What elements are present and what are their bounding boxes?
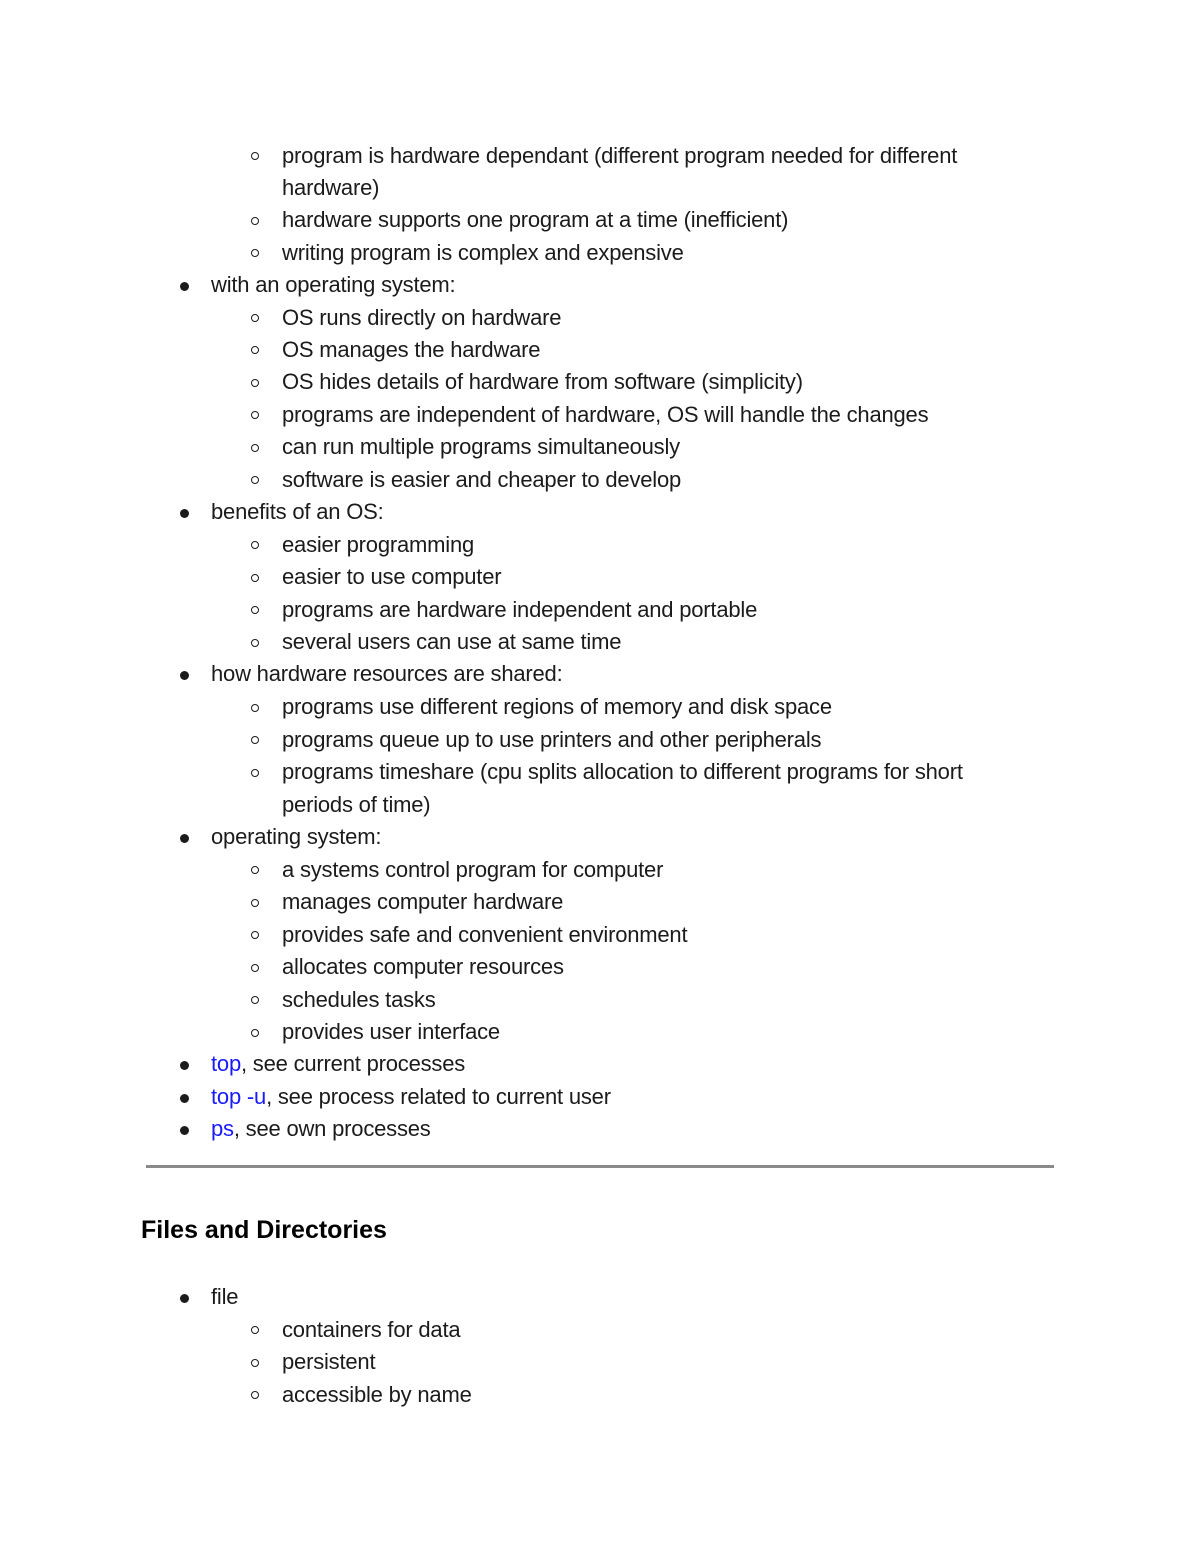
bullet <box>180 671 189 680</box>
command-desc: , see process related to current user <box>266 1084 611 1109</box>
sub-bullet <box>251 379 259 387</box>
list-item: containers for data <box>282 1317 461 1342</box>
list-item: easier to use computer <box>282 564 502 589</box>
bullet <box>180 282 189 291</box>
list-item-os-def: operating system: <box>211 824 382 849</box>
bullet <box>180 509 189 518</box>
sub-bullet <box>251 736 259 744</box>
bullet <box>180 1061 189 1070</box>
sub-bullet <box>251 411 259 419</box>
sub-bullet <box>251 1391 259 1399</box>
list-item: software is easier and cheaper to develop <box>282 467 682 492</box>
sub-bullet <box>251 1029 259 1037</box>
sub-bullet <box>251 249 259 257</box>
sub-bullet <box>251 217 259 225</box>
list-item: programs are hardware independent and portable <box>282 597 758 622</box>
list-item-with-os: with an operating system: <box>211 272 456 297</box>
list-item: manages computer hardware <box>282 889 564 914</box>
list-item: program is hardware dependant (different program needed for different <box>282 143 958 168</box>
command-item <box>211 1113 431 1145</box>
list-item: schedules tasks <box>282 987 436 1012</box>
list-item: persistent <box>282 1349 376 1374</box>
sub-bullet <box>251 541 259 549</box>
command-top-u: top -u <box>211 1084 267 1109</box>
bullet <box>180 1126 189 1135</box>
sub-bullet <box>251 866 259 874</box>
list-item: provides safe and convenient environment <box>282 922 688 947</box>
command-ps: ps <box>211 1116 234 1141</box>
list-item: provides user interface <box>282 1019 500 1044</box>
list-item: programs use different regions of memory and disk space <box>282 694 832 719</box>
sub-bullet <box>251 769 259 777</box>
section-heading: Files and Directories <box>141 1216 387 1244</box>
horizontal-rule <box>146 1165 1054 1168</box>
list-item: allocates computer resources <box>282 954 564 979</box>
list-item-benefits: benefits of an OS: <box>211 499 384 524</box>
sub-bullet <box>251 444 259 452</box>
command-item <box>211 1081 611 1113</box>
list-item: several users can use at same time <box>282 629 622 654</box>
list-item-continuation: hardware) <box>282 175 380 200</box>
list-item: programs timeshare (cpu splits allocation to different programs for short <box>282 759 963 784</box>
bullet <box>180 1094 189 1103</box>
list-item: easier programming <box>282 532 475 557</box>
sub-bullet <box>251 639 259 647</box>
sub-bullet <box>251 574 259 582</box>
list-item: programs are independent of hardware, OS will handle the changes <box>282 402 929 427</box>
list-item: OS runs directly on hardware <box>282 305 562 330</box>
sub-bullet <box>251 1359 259 1367</box>
list-item-sharing: how hardware resources are shared: <box>211 661 563 686</box>
sub-bullet <box>251 996 259 1004</box>
command-top: top <box>211 1051 241 1076</box>
sub-bullet <box>251 964 259 972</box>
list-item-continuation: periods of time) <box>282 792 431 817</box>
sub-bullet <box>251 314 259 322</box>
sub-bullet <box>251 931 259 939</box>
list-item: writing program is complex and expensive <box>282 240 684 265</box>
sub-bullet <box>251 606 259 614</box>
bullet <box>180 834 189 843</box>
list-item-file: file <box>211 1284 239 1309</box>
sub-bullet <box>251 152 259 160</box>
list-item: OS hides details of hardware from software (simplicity) <box>282 369 803 394</box>
command-desc: , see own processes <box>233 1116 431 1141</box>
bullet <box>180 1294 189 1303</box>
command-item <box>211 1048 465 1080</box>
list-item: programs queue up to use printers and other peripherals <box>282 727 822 752</box>
sub-bullet <box>251 1326 259 1334</box>
sub-bullet <box>251 899 259 907</box>
list-item: hardware supports one program at a time (inefficient) <box>282 207 789 232</box>
list-item: can run multiple programs simultaneously <box>282 434 680 459</box>
sub-bullet <box>251 704 259 712</box>
list-item: accessible by name <box>282 1382 472 1407</box>
sub-bullet <box>251 346 259 354</box>
list-item: a systems control program for computer <box>282 857 664 882</box>
list-item: OS manages the hardware <box>282 337 541 362</box>
sub-bullet <box>251 476 259 484</box>
command-desc: , see current processes <box>240 1051 466 1076</box>
